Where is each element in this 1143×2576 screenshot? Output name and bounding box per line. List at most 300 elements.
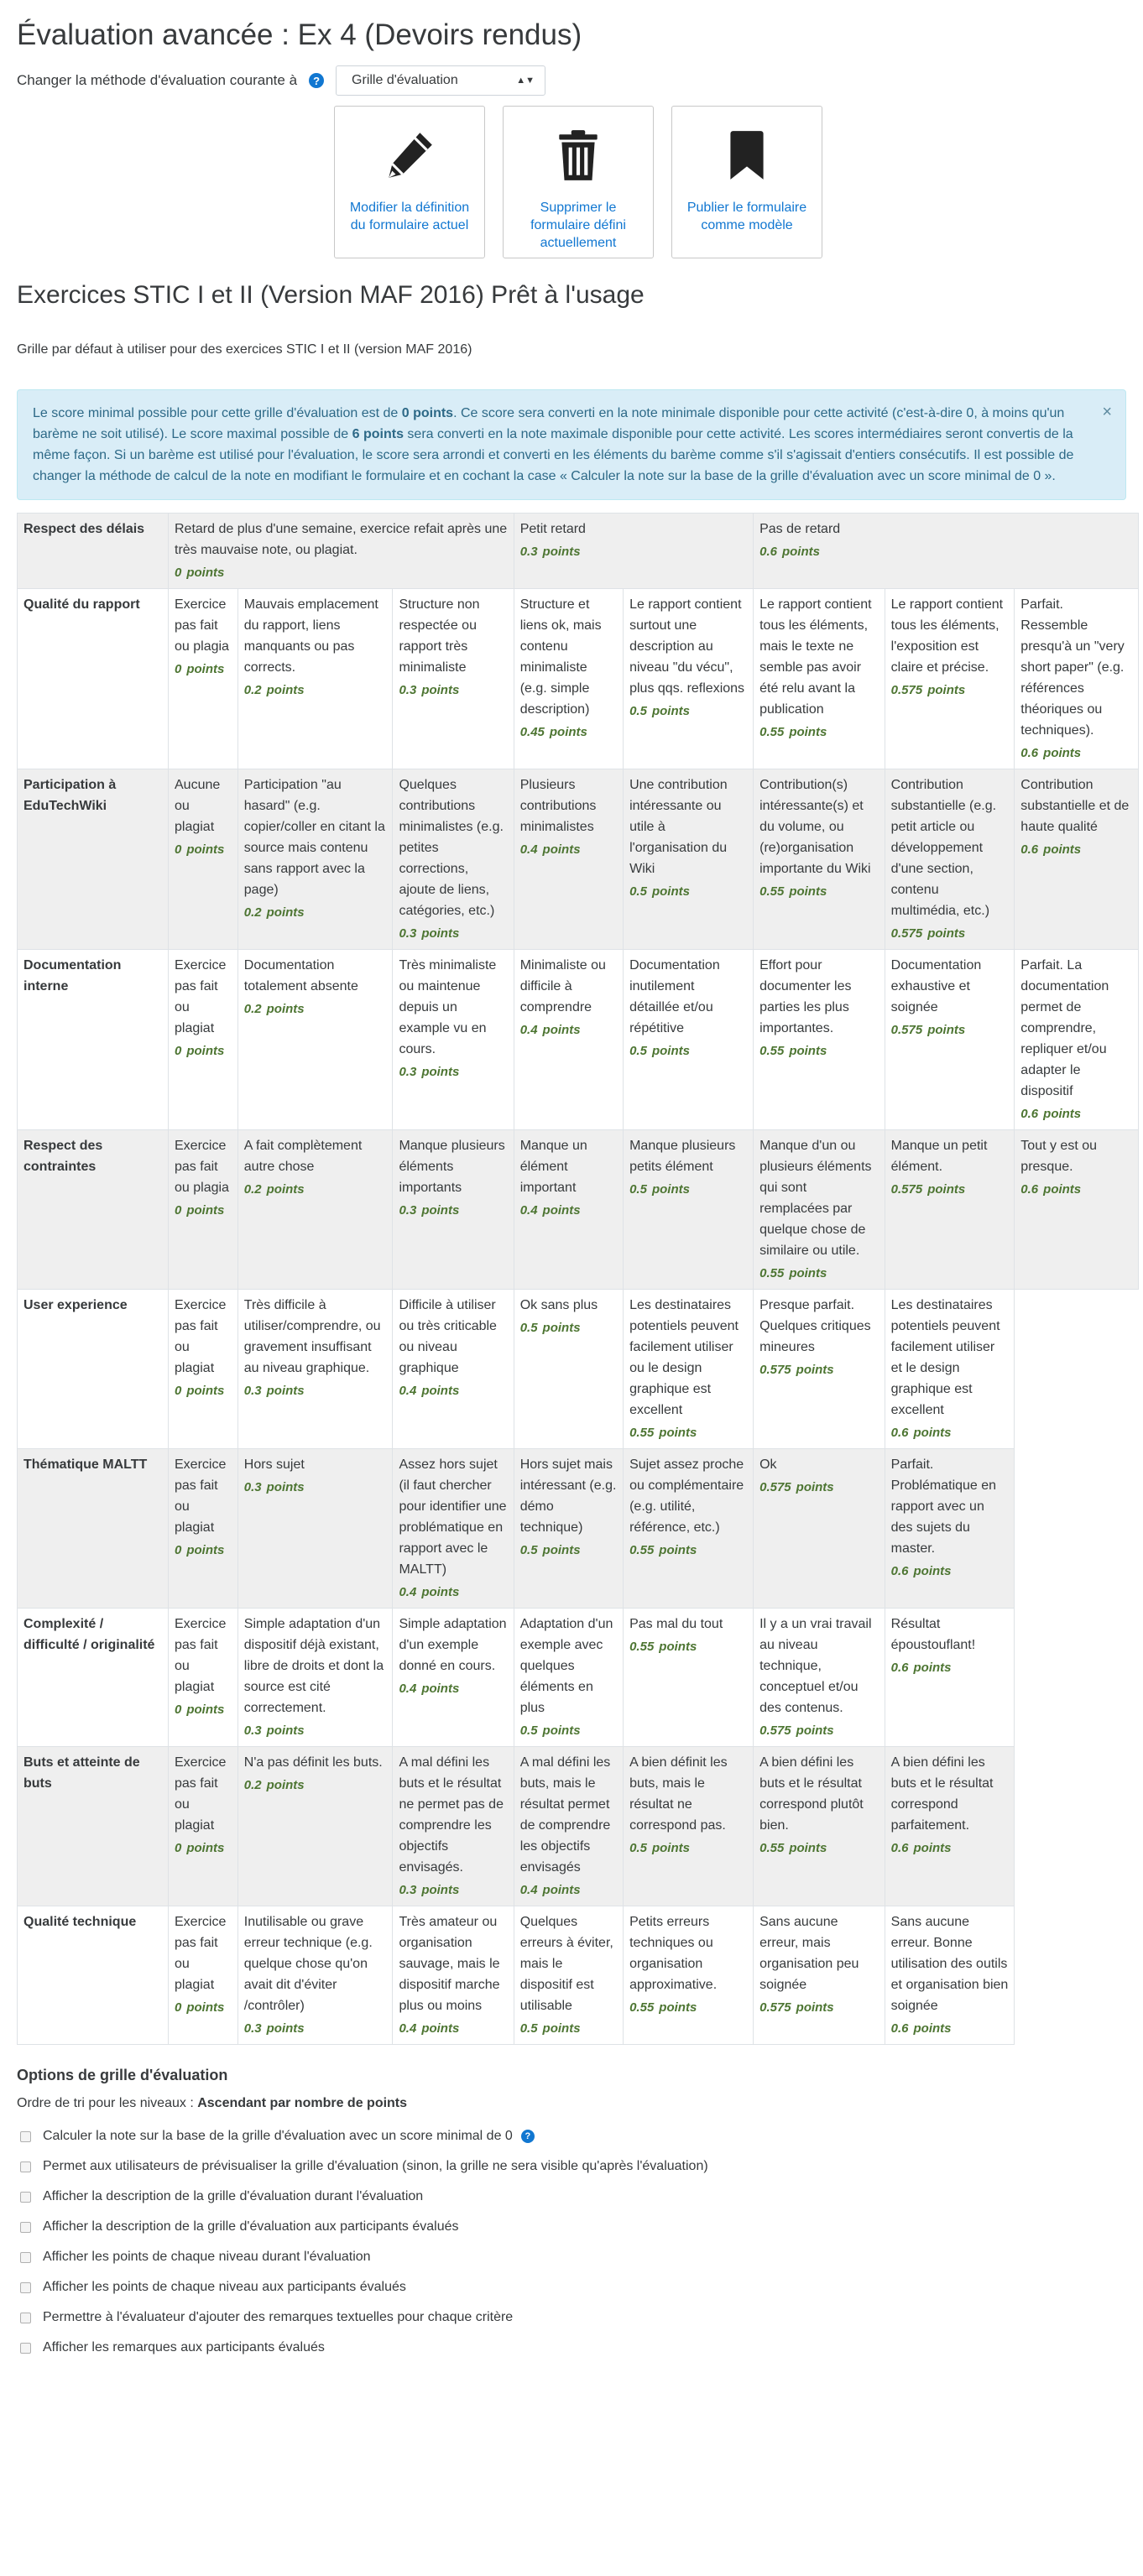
level-cell[interactable] — [754, 950, 885, 1130]
level-points — [175, 1540, 232, 1561]
edit-form-label: Modifier la définition du formulaire actuel — [349, 201, 470, 232]
level-description: Une contribution intéressante ou utile à l'organisation du Wiki — [629, 778, 728, 876]
level-cell[interactable] — [624, 1290, 754, 1449]
level-cell[interactable] — [237, 1449, 393, 1609]
level-points — [1020, 1103, 1132, 1124]
level-description: Structure et liens ok, mais contenu minimaliste (e.g. simple description) — [519, 597, 602, 717]
trash-icon — [551, 125, 606, 185]
option-checkbox[interactable] — [20, 2192, 31, 2203]
level-score: 0.3 — [399, 1203, 417, 1218]
level-cell[interactable] — [624, 769, 754, 950]
level-score: 0 — [175, 842, 182, 857]
level-cell[interactable] — [237, 1130, 393, 1290]
level-cell[interactable] — [393, 589, 514, 769]
level-score: 0 — [175, 1384, 182, 1398]
option-item — [17, 2121, 1126, 2151]
level-description: Très minimaliste ou maintenue depuis un example vu en cours. — [399, 958, 497, 1056]
level-description: Exercice pas fait ou plagiat — [175, 1617, 227, 1694]
level-cell[interactable] — [885, 1747, 1015, 1906]
level-score: 0.55 — [759, 1266, 785, 1280]
option-item — [17, 2182, 1126, 2212]
level-cell[interactable] — [624, 1609, 754, 1747]
level-description: Il y a un vrai travail au niveau technique, conceptuel et/ou des contenus. — [759, 1617, 872, 1715]
points-word: points — [421, 1384, 460, 1398]
level-score: 0.6 — [1020, 1182, 1039, 1197]
points-word: points — [913, 1426, 952, 1440]
level-cell[interactable] — [624, 1130, 754, 1290]
level-points — [629, 1997, 747, 2018]
score-info-alert — [17, 389, 1126, 500]
criterion-row — [18, 1609, 1139, 1747]
level-points — [759, 1040, 879, 1061]
criterion-name: Thématique MALTT — [18, 1449, 169, 1609]
criterion-row — [18, 589, 1139, 769]
points-word: points — [266, 1723, 305, 1738]
option-checkbox[interactable] — [20, 2131, 31, 2142]
level-cell[interactable] — [624, 1747, 754, 1906]
level-cell[interactable] — [514, 1449, 623, 1609]
level-cell[interactable] — [514, 514, 753, 589]
level-cell[interactable] — [885, 1906, 1015, 2045]
option-item — [17, 2212, 1126, 2242]
sort-order-label: Ordre de tri pour les niveaux : — [17, 2096, 198, 2110]
level-description: N'a pas définit les buts. — [243, 1755, 383, 1770]
rubric-table — [17, 513, 1139, 2045]
level-cell[interactable] — [754, 1906, 885, 2045]
level-description: A bien définit les buts, mais le résultat ne correspond pas. — [629, 1755, 728, 1833]
level-points — [399, 1380, 507, 1401]
level-description: Manque plusieurs petits élément — [629, 1139, 736, 1174]
level-score: 0.6 — [890, 1661, 909, 1675]
criterion-name: User experience — [18, 1290, 169, 1449]
definition-description: Grille par défaut à utiliser pour des exercices STIC I et II (version MAF 2016) — [17, 342, 472, 357]
level-description: Simple adaptation d'un exemple donné en cours. — [399, 1617, 507, 1673]
level-score: 0.5 — [629, 884, 647, 899]
points-word: points — [659, 2000, 697, 2015]
criterion-row — [18, 1290, 1139, 1449]
points-word: points — [542, 1203, 581, 1218]
help-icon[interactable]: ? — [521, 2130, 535, 2143]
alert-min-score: 0 points — [401, 406, 454, 420]
level-points — [759, 1997, 879, 2018]
level-points — [891, 1179, 1009, 1200]
level-cell[interactable] — [393, 1747, 514, 1906]
level-cell[interactable] — [514, 1747, 623, 1906]
level-description: Mauvais emplacement du rapport, liens manquants ou pas corrects. — [243, 597, 378, 675]
level-points — [175, 1200, 232, 1221]
level-description: Très amateur ou organisation sauvage, mais le dispositif marche plus ou moins — [399, 1915, 500, 2013]
level-cell[interactable] — [169, 1130, 238, 1290]
level-description: Assez hors sujet (il faut chercher pour identifier une problématique en rapport avec le MALTT) — [399, 1457, 507, 1577]
level-score: 0.5 — [519, 2021, 538, 2036]
level-description: Aucune ou plagiat — [175, 778, 221, 834]
level-cell[interactable] — [393, 1449, 514, 1609]
pencil-icon — [382, 125, 437, 185]
level-score: 0.55 — [759, 884, 785, 899]
level-points — [629, 1636, 747, 1657]
points-word: points — [789, 1841, 827, 1855]
level-description: Petit retard — [519, 522, 586, 536]
level-points — [244, 1775, 387, 1796]
level-points — [244, 1477, 387, 1498]
method-select[interactable] — [336, 65, 545, 96]
level-cell[interactable] — [754, 1449, 885, 1609]
level-description: Retard de plus d'une semaine, exercice refait après une très mauvaise note, ou plagiat. — [175, 522, 508, 557]
points-word: points — [421, 926, 460, 941]
level-cell[interactable] — [237, 950, 393, 1130]
level-cell[interactable] — [885, 589, 1015, 769]
level-description: Pas de retard — [759, 522, 841, 536]
level-points — [244, 999, 387, 1019]
option-checkbox[interactable] — [20, 2161, 31, 2172]
publish-template-button[interactable] — [671, 106, 822, 258]
points-word: points — [542, 1543, 581, 1557]
level-cell[interactable] — [237, 1747, 393, 1906]
level-cell[interactable] — [1015, 1130, 1139, 1290]
points-word: points — [789, 1266, 827, 1280]
level-description: Exercice pas fait ou plagiat — [175, 1755, 227, 1833]
level-cell[interactable] — [393, 1906, 514, 2045]
level-score: 0.6 — [1020, 1107, 1039, 1121]
level-description: Simple adaptation d'un dispositif déjà existant, libre de droits et dont la source est cité correctement. — [243, 1617, 384, 1715]
level-description: Effort pour documenter les parties les plus importantes. — [759, 958, 852, 1035]
level-score: 0.5 — [629, 1044, 647, 1058]
level-cell[interactable] — [393, 1130, 514, 1290]
points-word: points — [186, 662, 225, 676]
publish-template-label: Publier le formulaire comme modèle — [686, 201, 807, 232]
level-cell[interactable] — [754, 769, 885, 950]
level-cell[interactable] — [169, 1609, 238, 1747]
level-score: 0 — [175, 1841, 182, 1855]
level-points — [629, 1838, 747, 1859]
level-points — [399, 2018, 507, 2039]
level-score: 0.6 — [1020, 842, 1039, 857]
level-description: Les destinataires potentiels peuvent facilement utiliser et le design graphique est excellent — [890, 1298, 1000, 1417]
level-cell[interactable] — [624, 950, 754, 1130]
points-word: points — [186, 1543, 225, 1557]
points-word: points — [421, 1203, 460, 1218]
level-score: 0.5 — [629, 1182, 647, 1197]
option-label: Afficher la description de la grille d'évaluation aux participants évalués — [43, 2219, 459, 2234]
level-score: 0 — [175, 1703, 182, 1717]
option-checkbox[interactable] — [20, 2252, 31, 2263]
level-score: 0.3 — [243, 1384, 262, 1398]
level-points — [759, 881, 879, 902]
points-word: points — [266, 1002, 305, 1016]
level-score: 0.575 — [759, 1723, 791, 1738]
option-checkbox[interactable] — [20, 2222, 31, 2233]
level-score: 0.6 — [759, 545, 777, 559]
level-points — [1020, 839, 1132, 860]
level-points — [891, 1657, 1009, 1678]
level-score: 0.4 — [519, 1203, 538, 1218]
level-score: 0.45 — [519, 725, 545, 739]
level-score: 0.2 — [243, 1778, 262, 1792]
criterion-name: Qualité du rapport — [18, 589, 169, 769]
points-word: points — [913, 1564, 952, 1578]
level-description: Quelques contributions minimalistes (e.g. petites corrections, ajoute de liens, catégories, etc.) — [399, 778, 504, 918]
level-cell[interactable] — [514, 1609, 623, 1747]
level-score: 0 — [175, 1044, 182, 1058]
option-item — [17, 2272, 1126, 2302]
points-word: points — [421, 1883, 460, 1897]
level-cell[interactable] — [169, 1747, 238, 1906]
definition-title: Exercices STIC I et II (Version MAF 2016) Prêt à l'usage — [17, 281, 645, 309]
level-cell[interactable] — [1015, 769, 1139, 950]
level-cell[interactable] — [237, 769, 393, 950]
level-points — [399, 1582, 507, 1603]
level-score: 0.575 — [890, 1182, 923, 1197]
option-label: Afficher les points de chaque niveau durant l'évaluation — [43, 2250, 371, 2264]
level-cell[interactable] — [754, 514, 1139, 589]
level-description: Pas mal du tout — [629, 1617, 723, 1631]
points-word: points — [542, 1321, 581, 1335]
level-cell[interactable] — [754, 1290, 885, 1449]
level-points — [759, 722, 879, 743]
alert-text: Le score minimal possible pour cette grille d'évaluation est de — [33, 406, 402, 420]
points-word: points — [549, 725, 587, 739]
level-score: 0.575 — [890, 683, 923, 697]
points-word: points — [651, 1841, 690, 1855]
criterion-name: Respect des délais — [18, 514, 169, 589]
sort-order-value: Ascendant par nombre de points — [197, 2096, 408, 2110]
level-score: 0.55 — [629, 1543, 655, 1557]
option-checkbox[interactable] — [20, 2282, 31, 2293]
level-description: Les destinataires potentiels peuvent facilement utiliser ou le design graphique est excellent — [629, 1298, 739, 1417]
points-word: points — [796, 1723, 834, 1738]
level-cell[interactable] — [624, 1449, 754, 1609]
level-cell[interactable] — [393, 950, 514, 1130]
level-points — [759, 541, 1132, 562]
level-description: A mal défini les buts et le résultat ne permet pas de comprendre les objectifs envisagés. — [399, 1755, 504, 1875]
points-word: points — [266, 2021, 305, 2036]
level-cell[interactable] — [885, 950, 1015, 1130]
level-cell[interactable] — [885, 769, 1015, 950]
option-checkbox[interactable] — [20, 2343, 31, 2354]
level-score: 0 — [175, 1203, 182, 1218]
level-cell[interactable] — [237, 589, 393, 769]
level-points — [891, 923, 1009, 944]
level-description: Sans aucune erreur. Bonne utilisation des outils et organisation bien soignée — [890, 1915, 1009, 2013]
level-cell[interactable] — [885, 1449, 1015, 1609]
rubric-options — [17, 2067, 1126, 2363]
level-score: 0.5 — [519, 1723, 538, 1738]
method-select-value: Grille d'évaluation — [352, 73, 458, 87]
points-word: points — [542, 545, 581, 559]
method-row — [17, 65, 1126, 96]
option-item — [17, 2302, 1126, 2333]
level-cell[interactable] — [514, 589, 623, 769]
points-word: points — [186, 1703, 225, 1717]
level-score: 0.6 — [890, 1426, 909, 1440]
level-points — [175, 1699, 232, 1720]
level-cell[interactable] — [393, 769, 514, 950]
level-cell[interactable] — [1015, 950, 1139, 1130]
criterion-row — [18, 1747, 1139, 1906]
level-cell[interactable] — [1015, 589, 1139, 769]
points-word: points — [186, 1044, 225, 1058]
option-label: Afficher la description de la grille d'évaluation durant l'évaluation — [43, 2189, 424, 2203]
level-score: 0.575 — [890, 1023, 923, 1037]
level-score: 0.4 — [399, 1682, 417, 1696]
level-cell[interactable] — [169, 1290, 238, 1449]
delete-form-button[interactable] — [503, 106, 654, 258]
level-cell[interactable] — [514, 950, 623, 1130]
level-score: 0.3 — [399, 1065, 417, 1079]
level-cell[interactable] — [169, 950, 238, 1130]
level-description: A bien défini les buts et le résultat correspond plutôt bien. — [759, 1755, 864, 1833]
level-cell[interactable] — [885, 1130, 1015, 1290]
level-description: Sujet assez proche ou complémentaire (e.g. utilité, référence, etc.) — [629, 1457, 744, 1535]
level-description: Presque parfait. Quelques critiques mineures — [759, 1298, 871, 1354]
level-score: 0.3 — [243, 1480, 262, 1494]
level-cell[interactable] — [169, 1449, 238, 1609]
points-word: points — [1043, 746, 1082, 760]
level-score: 0.4 — [399, 1585, 417, 1599]
level-description: Adaptation d'un exemple avec quelques éléments en plus — [519, 1617, 613, 1715]
level-description: Manque d'un ou plusieurs éléments qui sont remplacées par quelque chose de similaire ou utile. — [759, 1139, 872, 1258]
level-cell[interactable] — [169, 589, 238, 769]
close-icon[interactable]: × — [1102, 403, 1112, 421]
delete-form-label: Supprimer le formulaire défini actuellement — [530, 201, 626, 250]
level-cell[interactable] — [514, 1906, 623, 2045]
level-score: 0.4 — [399, 1384, 417, 1398]
criterion-row — [18, 950, 1139, 1130]
level-points — [244, 902, 387, 923]
option-item — [17, 2151, 1126, 2182]
level-score: 0.3 — [399, 1883, 417, 1897]
level-cell[interactable] — [237, 1906, 393, 2045]
level-cell[interactable] — [237, 1609, 393, 1747]
level-points — [520, 839, 617, 860]
level-points — [629, 701, 747, 722]
level-score: 0 — [175, 2000, 182, 2015]
level-description: Le rapport contient tous les éléments, l'exposition est claire et précise. — [890, 597, 1004, 675]
chevron-updown-icon: ▲▼ — [516, 76, 535, 86]
level-description: Participation "au hasard" (e.g. copier/coller en citant la source mais contenu sans rapport avec la page) — [243, 778, 385, 897]
points-word: points — [421, 1065, 460, 1079]
level-cell[interactable] — [514, 769, 623, 950]
points-word: points — [796, 1363, 834, 1377]
level-cell[interactable] — [885, 1290, 1015, 1449]
criterion-row — [18, 769, 1139, 950]
level-points — [629, 881, 747, 902]
points-word: points — [659, 1426, 697, 1440]
option-label: Permet aux utilisateurs de prévisualiser la grille d'évaluation (sinon, la grille ne sera visible qu'après l'évaluation) — [43, 2159, 708, 2173]
options-title: Options de grille d'évaluation — [17, 2067, 228, 2083]
help-icon[interactable]: ? — [309, 73, 324, 88]
level-description: Le rapport contient tous les éléments, mais le texte ne semble pas avoir été relu avant la publication — [759, 597, 872, 717]
level-description: Structure non respectée ou rapport très minimaliste — [399, 597, 480, 675]
criterion-name: Respect des contraintes — [18, 1130, 169, 1290]
level-points — [399, 1880, 507, 1901]
points-word: points — [789, 725, 827, 739]
level-cell[interactable] — [393, 1609, 514, 1747]
points-word: points — [186, 1203, 225, 1218]
level-cell[interactable] — [169, 769, 238, 950]
points-word: points — [927, 1182, 966, 1197]
level-score: 0.3 — [399, 683, 417, 697]
form-actions — [334, 106, 1126, 258]
points-word: points — [542, 1723, 581, 1738]
level-points — [399, 1061, 507, 1082]
level-points — [175, 1040, 232, 1061]
level-points — [175, 839, 232, 860]
level-points — [629, 1179, 747, 1200]
criterion-row — [18, 1449, 1139, 1609]
level-description: Résultat époustouflant! — [890, 1617, 976, 1652]
level-cell[interactable] — [885, 1609, 1015, 1747]
alert-text: sera converti en la note maximale disponible pour cette activité. Les scores intermédiaires seront convertis de la même façon. Si un barème est utilisé pour l'évaluation, le score sera arrondi et converti en les éléments du barème comme s'il s'agissait d'entiers consécutifs. Il est possible de changer la méthode de calcul de la note en modifiant le formulaire et en cochant la case « Calculer la note sur la base de la grille d'évaluation avec un score minimal de 0 ». — [33, 427, 1074, 483]
criterion-row — [18, 514, 1139, 589]
level-description: Inutilisable ou grave erreur technique (e.g. quelque chose qu'on avait dit d'éviter /contrôler) — [243, 1915, 373, 2013]
level-points — [891, 1422, 1009, 1443]
level-description: Contribution substantielle et de haute qualité — [1020, 778, 1130, 834]
level-points — [891, 1838, 1009, 1859]
level-points — [629, 1540, 747, 1561]
level-cell[interactable] — [754, 1130, 885, 1290]
level-points — [175, 1838, 232, 1859]
level-cell[interactable] — [169, 1906, 238, 2045]
level-points — [520, 2018, 617, 2039]
alert-max-score: 6 points — [352, 427, 404, 441]
level-cell[interactable] — [169, 514, 514, 589]
points-word: points — [659, 1543, 697, 1557]
level-score: 0.575 — [759, 2000, 791, 2015]
level-points — [759, 1720, 879, 1741]
level-score: 0.575 — [759, 1363, 791, 1377]
level-points — [891, 2018, 1009, 2039]
level-cell[interactable] — [514, 1290, 623, 1449]
level-cell[interactable] — [624, 589, 754, 769]
level-description: Parfait. Problématique en rapport avec un des sujets du master. — [890, 1457, 997, 1556]
alert-text: . Ce score sera converti en la note minimale disponible pour cette activité (c'est-à-dire 0, à moins qu'un barème ne soit utilisé). Le score maximal possible de — [33, 406, 1065, 441]
level-description: Manque plusieurs éléments importants — [399, 1139, 505, 1195]
level-points — [175, 562, 508, 583]
level-cell[interactable] — [514, 1130, 623, 1290]
level-description: Ok — [759, 1457, 777, 1472]
edit-form-button[interactable] — [334, 106, 485, 258]
level-description: Minimaliste ou difficile à comprendre — [519, 958, 606, 1014]
points-word: points — [266, 683, 305, 697]
criterion-name: Buts et atteinte de buts — [18, 1747, 169, 1906]
level-score: 0.4 — [519, 1883, 538, 1897]
level-cell[interactable] — [624, 1906, 754, 2045]
level-description: Exercice pas fait ou plagia — [175, 597, 229, 654]
option-label: Afficher les remarques aux participants évalués — [43, 2340, 325, 2354]
option-checkbox[interactable] — [20, 2313, 31, 2323]
option-label: Permettre à l'évaluateur d'ajouter des remarques textuelles pour chaque critère — [43, 2310, 514, 2324]
points-word: points — [266, 1480, 305, 1494]
level-cell[interactable] — [393, 1290, 514, 1449]
bookmark-icon — [719, 125, 775, 185]
level-cell[interactable] — [237, 1290, 393, 1449]
level-points — [891, 680, 1009, 701]
level-description: A mal défini les buts, mais le résultat permet de comprendre les objectifs envisagés — [519, 1755, 611, 1875]
level-points — [244, 680, 387, 701]
level-description: A fait complètement autre chose — [243, 1139, 363, 1174]
level-description: Exercice pas fait ou plagia — [175, 1139, 229, 1195]
level-points — [520, 722, 617, 743]
level-cell[interactable] — [754, 1609, 885, 1747]
level-cell[interactable] — [754, 1747, 885, 1906]
level-description: Hors sujet mais intéressant (e.g. démo technique) — [519, 1457, 617, 1535]
level-points — [1020, 743, 1132, 764]
points-word: points — [651, 1182, 690, 1197]
level-cell[interactable] — [754, 589, 885, 769]
points-word: points — [266, 905, 305, 920]
points-word: points — [659, 1640, 697, 1654]
